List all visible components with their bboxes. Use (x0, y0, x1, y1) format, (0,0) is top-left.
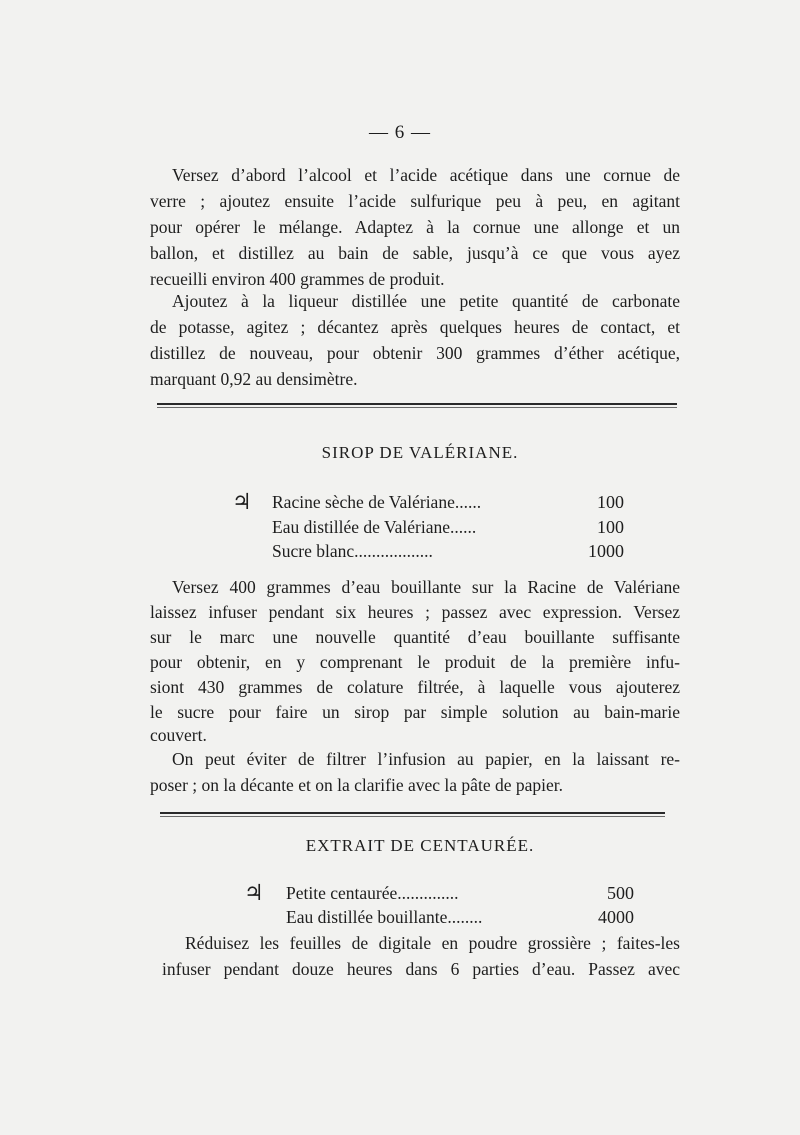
text-line: marquant 0,92 au densimètre. (150, 369, 358, 389)
ingredient-qty: 4000 (598, 907, 634, 927)
text-line: pour opérer le mélange. Adaptez à la cornue une allonge et un (150, 217, 680, 237)
ingredient-name: Eau distillée bouillante........ (286, 907, 483, 927)
text-line: couvert. (150, 725, 207, 745)
section-divider (157, 403, 677, 408)
section-divider (160, 812, 665, 817)
text-line: Versez d’abord l’alcool et l’acide acétique dans une cornue de (172, 165, 680, 185)
text-line: infuser pendant douze heures dans 6 parties d’eau. Passez avec (162, 959, 680, 979)
ingredient-name: Sucre blanc.................. (272, 541, 433, 561)
text-line: Ajoutez à la liqueur distillée une petite quantité de carbonate (172, 291, 680, 311)
text-line: le sucre pour faire un sirop par simple solution au bain-marie (150, 702, 680, 722)
text-line: ballon, et distillez au bain de sable, jusqu’à ce que vous ayez (150, 243, 680, 263)
text-line: On peut éviter de filtrer l’infusion au papier, en la laissant re- (172, 749, 680, 769)
text-line: Versez 400 grammes d’eau bouillante sur la Racine de Valériane (172, 577, 680, 597)
section-title: SIROP DE VALÉRIANE. (321, 443, 519, 462)
ingredient-qty: 500 (607, 883, 634, 903)
ingredient-name: Racine sèche de Valériane...... (272, 492, 482, 512)
ingredient-name: Eau distillée de Valériane...... (272, 517, 477, 537)
text-line: poser ; on la décante et on la clarifie avec la pâte de papier. (150, 775, 563, 795)
text-line: siont 430 grammes de colature filtrée, à laquelle vous ajouterez (150, 677, 680, 697)
text-line: laissez infuser pendant six heures ; passez avec expression. Versez (150, 602, 680, 622)
ingredient-qty: 1000 (588, 541, 624, 561)
text-line: sur le marc une nouvelle quantité d’eau bouillante suffisante (150, 627, 680, 647)
text-line: pour obtenir, en y comprenant le produit de la première infu- (150, 652, 680, 672)
text-line: Réduisez les feuilles de digitale en poudre grossière ; faites-les (185, 933, 680, 953)
section-title: EXTRAIT DE CENTAURÉE. (305, 836, 535, 855)
ingredient-qty: 100 (597, 492, 624, 512)
text-line: recueilli environ 400 grammes de produit. (150, 269, 445, 289)
page-number: — 6 — (369, 122, 431, 143)
ingredient-name: Petite centaurée.............. (286, 883, 459, 903)
recipe-symbol-icon: ♃ (244, 880, 264, 905)
text-line: distillez de nouveau, pour obtenir 300 grammes d’éther acétique, (150, 343, 680, 363)
text-line: verre ; ajoutez ensuite l’acide sulfurique peu à peu, en agitant (150, 191, 680, 211)
text-line: de potasse, agitez ; décantez après quelques heures de contact, et (150, 317, 680, 337)
recipe-symbol-icon: ♃ (232, 489, 252, 514)
ingredient-qty: 100 (597, 517, 624, 537)
